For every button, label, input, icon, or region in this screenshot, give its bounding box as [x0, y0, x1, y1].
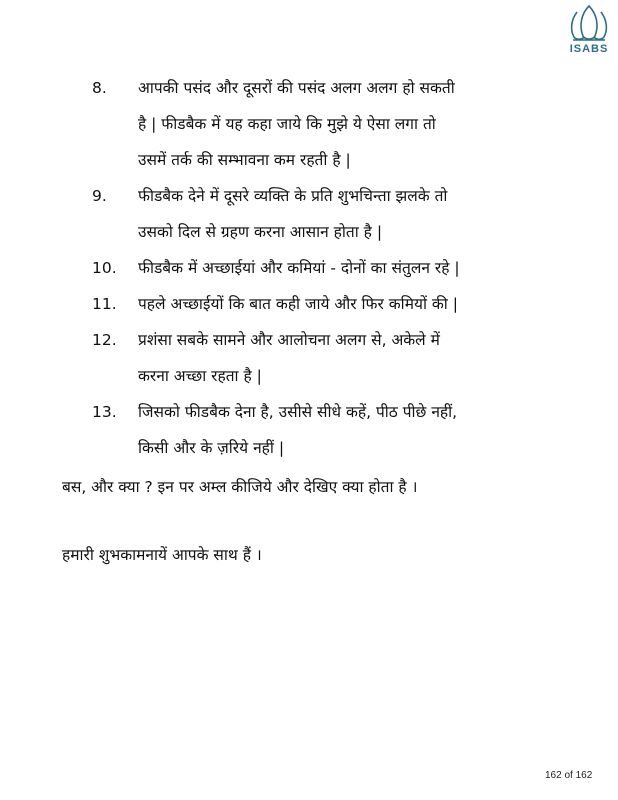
item-number: 13. — [92, 403, 117, 421]
list-item — [92, 286, 584, 322]
isabs-logo — [563, 2, 615, 58]
item-line: जिसको फीडबैक देना है, उसीसे सीधे कहें, पीठ पीछे नहीं, — [138, 403, 458, 421]
item-text — [138, 250, 584, 286]
item-text — [138, 178, 584, 250]
list-item — [92, 250, 584, 286]
item-number: 8. — [92, 79, 107, 97]
page-number: 162 of 162 — [545, 770, 593, 781]
item-line: पहले अच्छाईयों कि बात कही जाये और फिर कमियों की | — [138, 295, 458, 313]
item-text — [138, 70, 584, 178]
item-line: प्रशंसा सबके सामने और आलोचना अलग से, अकेले में — [138, 331, 440, 349]
item-text — [138, 394, 584, 466]
closing-paragraph — [62, 470, 582, 572]
item-line: करना अच्छा रहता है | — [138, 367, 262, 385]
lotus-icon — [563, 2, 615, 44]
item-line: किसी और के ज़रिये नहीं | — [138, 439, 285, 457]
item-line: आपकी पसंद और दूसरों की पसंद अलग अलग हो सकती — [138, 79, 455, 97]
item-number: 10. — [92, 259, 117, 277]
item-text — [138, 286, 584, 322]
item-line: फीडबैक देने में दूसरे व्यक्ति के प्रति शुभचिन्ता झलके तो — [138, 187, 448, 205]
tips-list — [92, 70, 584, 466]
closing-line-2: हमारी शुभकामनायें आपके साथ हैं । — [62, 546, 262, 564]
item-line: है | फीडबैक में यह कहा जाये कि मुझे ये ऐसा लगा तो — [138, 115, 436, 133]
closing-line-1: बस, और क्या ? इन पर अम्ल कीजिये और देखिए क्या होता है । — [62, 478, 418, 496]
item-number: 11. — [92, 295, 117, 313]
list-item — [92, 178, 584, 250]
list-item — [92, 394, 584, 466]
item-line: फीडबैक में अच्छाईयां और कमियां - दोनों का संतुलन रहे | — [138, 259, 460, 277]
logo-text: ISABS — [569, 43, 609, 55]
item-line: उसको दिल से ग्रहण करना आसान होता है | — [138, 223, 383, 241]
item-number: 9. — [92, 187, 107, 205]
item-text — [138, 322, 584, 394]
list-item — [92, 70, 584, 178]
item-number: 12. — [92, 331, 117, 349]
list-item — [92, 322, 584, 394]
item-line: उसमें तर्क की सम्भावना कम रहती है | — [138, 151, 351, 169]
